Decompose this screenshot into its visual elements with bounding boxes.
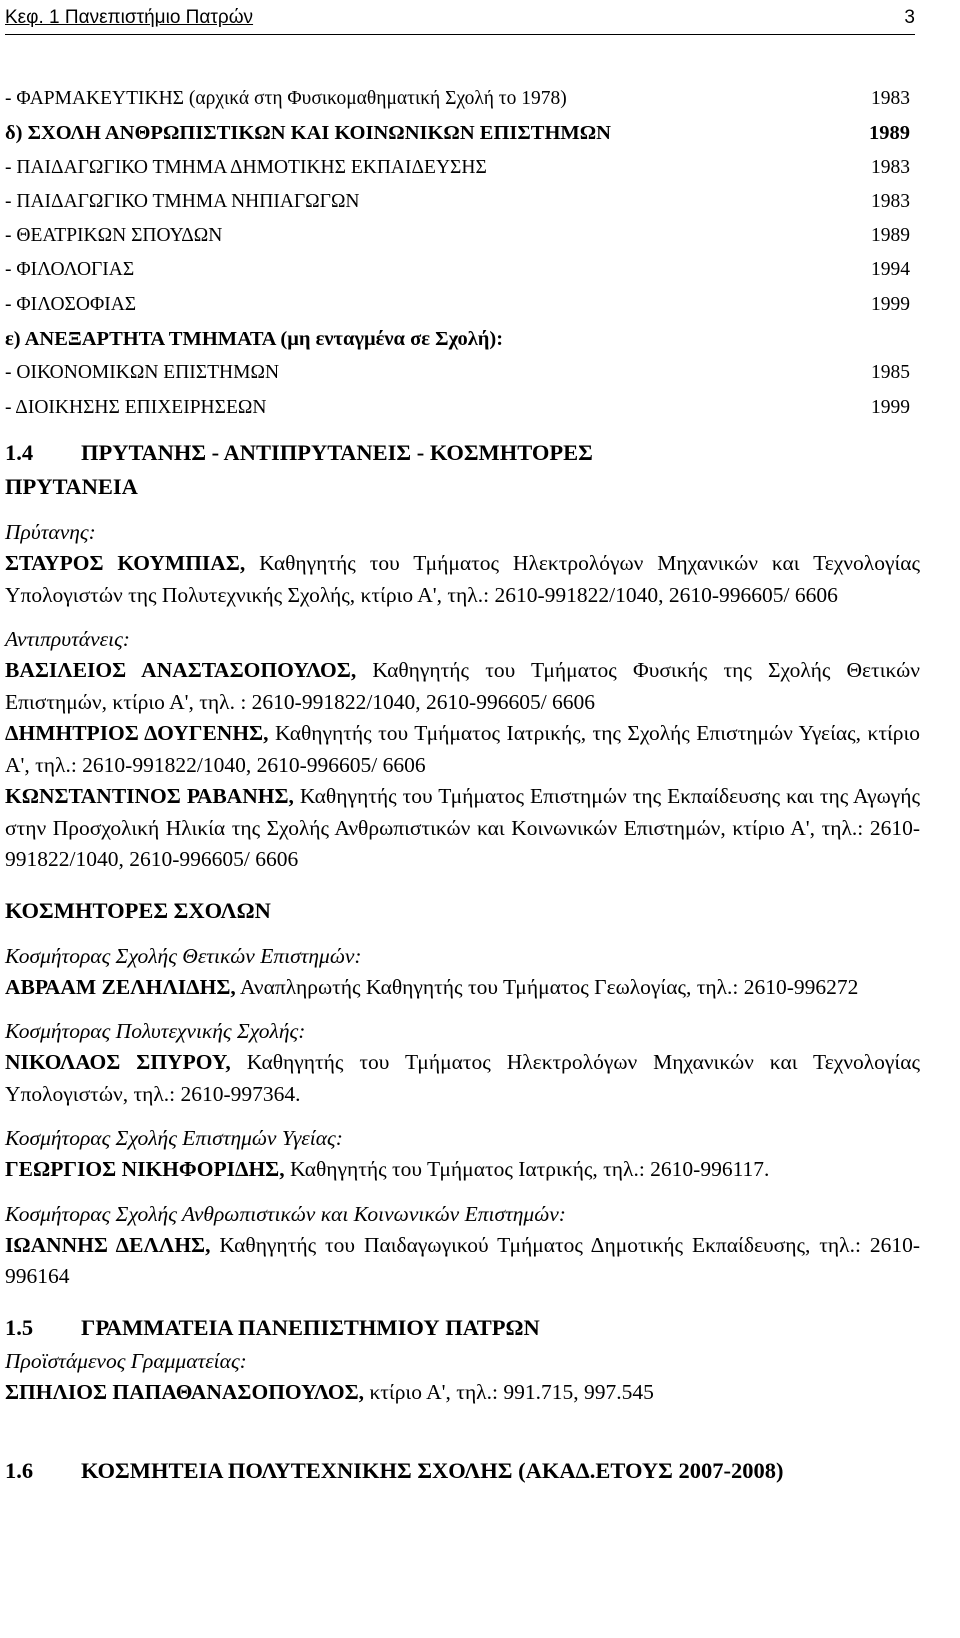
list-year: 1989 xyxy=(871,225,910,247)
dean-role: Κοσμήτορας Σχολής Ανθρωπιστικών και Κοινωνικών Επιστημών: xyxy=(5,1201,566,1226)
header-chapter-title: Κεφ. 1 Πανεπιστήμιο Πατρών xyxy=(5,7,254,28)
vice-rector-name: ΒΑΣΙΛΕΙΟΣ ΑΝΑΣΤΑΣΟΠΟΥΛΟΣ, xyxy=(5,658,357,682)
running-header xyxy=(5,4,915,35)
dean-name: ΓΕΩΡΓΙΟΣ ΝΙΚΗΦΟΡΙΔΗΣ, xyxy=(5,1157,285,1181)
dean-role: Κοσμήτορας Σχολής Θετικών Επιστημών: xyxy=(5,943,362,968)
section-number: 1.4 xyxy=(5,440,34,465)
list-year: 1999 xyxy=(871,293,910,315)
list-row xyxy=(5,253,910,287)
subheading-rectorate: ΠΡΥΤΑΝΕΙΑ xyxy=(5,474,138,499)
list-label: - ΘΕΑΤΡΙΚΩΝ ΣΠΟΥΔΩΝ xyxy=(5,225,223,247)
vice-rector-details: Καθηγητής του Τμήματος Επιστημών της Εκπαίδευσης και της Αγωγής στην Προσχολική Ηλικία της Σχολής Ανθρωπιστικών και Κοινωνικών Επιστημών, κτίριο Α', τηλ.: 2610-991822/1040, 2610-996605/ 6606 xyxy=(5,784,920,871)
list-row xyxy=(5,391,910,425)
rector-details: Καθηγητής του Τμήματος Ηλεκτρολόγων Μηχανικών και Τεχνολογίας Υπολογιστών της Πολυτεχνικής Σχολής, κτίριο Α', τηλ.: 2610-991822/1040, 2610-996605/ 6606 xyxy=(5,551,921,607)
secretariat-role: Προϊστάμενος Γραμματείας: xyxy=(5,1348,247,1373)
section-title: ΓΡΑΜΜΑΤΕΙΑ ΠΑΝΕΠΙΣΤΗΜΙΟΥ ΠΑΤΡΩΝ xyxy=(81,1314,540,1340)
list-label: - ΟΙΚΟΝΟΜΙΚΩΝ ΕΠΙΣΤΗΜΩΝ xyxy=(5,362,280,384)
list-year: 1989 xyxy=(869,122,910,145)
dean-entry xyxy=(5,1047,920,1110)
list-label: - ΦΙΛΟΣΟΦΙΑΣ xyxy=(5,293,137,315)
vice-rector-name: ΔΗΜΗΤΡΙΟΣ ΔΟΥΓΕΝΗΣ, xyxy=(5,721,269,745)
vice-rector-entry xyxy=(5,718,920,781)
list-label: - ΠΑΙΔΑΓΩΓΙΚΟ ΤΜΗΜΑ ΝΗΠΙΑΓΩΓΩΝ xyxy=(5,190,360,212)
list-row xyxy=(5,185,910,219)
dean-role: Κοσμήτορας Σχολής Επιστημών Υγείας: xyxy=(5,1126,343,1150)
secretariat-details: κτίριο Α', τηλ.: 991.715, 997.545 xyxy=(364,1379,654,1404)
list-label: - ΠΑΙΔΑΓΩΓΙΚΟ ΤΜΗΜΑ ΔΗΜΟΤΙΚΗΣ ΕΚΠΑΙΔΕΥΣΗΣ xyxy=(5,156,487,178)
document-body xyxy=(5,436,920,1488)
secretariat-entry xyxy=(5,1377,920,1409)
vice-rector-details: Καθηγητής του Τμήματος Φυσικής της Σχολής Θετικών Επιστημών, κτίριο Α', τηλ. : 2610-991822/1040, 2610-996605/ 6606 xyxy=(5,658,920,714)
list-label: δ) ΣΧΟΛΗ ΑΝΘΡΩΠΙΣΤΙΚΩΝ ΚΑΙ ΚΟΙΝΩΝΙΚΩΝ ΕΠΙΣΤΗΜΩΝ xyxy=(5,122,611,145)
section-number: 1.6 xyxy=(5,1458,34,1483)
list-label: - ΔΙΟΙΚΗΣΗΣ ΕΠΙΧΕΙΡΗΣΕΩΝ xyxy=(5,396,267,418)
department-list xyxy=(5,82,910,425)
list-year: 1983 xyxy=(871,156,910,178)
list-row xyxy=(5,288,910,322)
dean-details: Καθηγητής του Παιδαγωγικού Τμήματος Δημοτικής Εκπαίδευσης, τηλ.: 2610-996164 xyxy=(5,1232,920,1288)
rector-name: ΣΤΑΥΡΟΣ ΚΟΥΜΠΙΑΣ, xyxy=(5,551,246,575)
list-label: - ΦΙΛΟΛΟΓΙΑΣ xyxy=(5,259,135,281)
list-year: 1983 xyxy=(871,190,910,212)
vice-rector-name: ΚΩΝΣΤΑΝΤΙΝΟΣ ΡΑΒΑΝΗΣ, xyxy=(5,784,294,808)
dean-details: Καθηγητής του Τμήματος Ιατρικής, τηλ.: 2610-996117. xyxy=(284,1157,770,1181)
dean-details: Καθηγητής του Τμήματος Ηλεκτρολόγων Μηχανικών και Τεχνολογίας Υπολογιστών, τηλ.: 2610-997364. xyxy=(5,1050,920,1106)
dean-role: Κοσμήτορας Πολυτεχνικής Σχολής: xyxy=(5,1019,306,1043)
subheading-deans: ΚΟΣΜΗΤΟΡΕΣ ΣΧΟΛΩΝ xyxy=(5,897,271,923)
section-number: 1.5 xyxy=(5,1314,34,1340)
dean-name: ΑΒΡΑΑΜ ΖΕΛΗΛΙΔΗΣ, xyxy=(5,974,236,999)
list-year: 1999 xyxy=(871,396,910,418)
list-heading-row xyxy=(5,116,910,150)
vice-rectors-role: Αντιπρυτάνεις: xyxy=(5,627,130,651)
rector-role: Πρύτανης: xyxy=(5,520,96,544)
section-heading-1-6 xyxy=(5,1454,920,1488)
section-heading-1-5 xyxy=(5,1311,920,1345)
list-year: 1983 xyxy=(871,88,910,109)
section-title: ΚΟΣΜΗΤΕΙΑ ΠΟΛΥΤΕΧΝΙΚΗΣ ΣΧΟΛΗΣ (ΑΚΑΔ.ΕΤΟΥΣ 2007-2008) xyxy=(81,1458,784,1483)
list-row xyxy=(5,219,910,253)
vice-rector-entry xyxy=(5,781,920,876)
list-year: 1985 xyxy=(871,362,910,384)
rector-entry xyxy=(5,548,920,611)
list-year: 1994 xyxy=(871,259,910,281)
vice-rector-details: Καθηγητής του Τμήματος Ιατρικής, της Σχολής Επιστημών Υγείας, κτίριο Α', τηλ.: 2610-991822/1040, 2610-996605/ 6606 xyxy=(5,721,921,777)
section-heading-1-4 xyxy=(5,436,920,470)
section-title: ΠΡΥΤΑΝΗΣ - ΑΝΤΙΠΡΥΤΑΝΕΙΣ - ΚΟΣΜΗΤΟΡΕΣ xyxy=(81,440,593,465)
list-row xyxy=(5,151,910,185)
list-label: - ΦΑΡΜΑΚΕΥΤΙΚΗΣ (αρχικά στη Φυσικομαθηματική Σχολή το 1978) xyxy=(5,88,567,109)
dean-entry xyxy=(5,972,920,1004)
list-row xyxy=(5,356,910,390)
list-row xyxy=(5,82,910,116)
list-heading-row xyxy=(5,322,910,356)
secretariat-name: ΣΠΗΛΙΟΣ ΠΑΠΑΘΑΝΑΣΟΠΟΥΛΟΣ, xyxy=(5,1379,365,1404)
dean-name: ΝΙΚΟΛΑΟΣ ΣΠΥΡΟΥ, xyxy=(5,1050,231,1074)
vice-rector-entry xyxy=(5,655,920,718)
dean-details: Αναπληρωτής Καθηγητής του Τμήματος Γεωλογίας, τηλ.: 2610-996272 xyxy=(235,974,859,999)
dean-name: ΙΩΑΝΝΗΣ ΔΕΛΛΗΣ, xyxy=(5,1232,211,1257)
list-label: ε) ΑΝΕΞΑΡΤΗΤΑ ΤΜΗΜΑΤΑ (μη ενταγμένα σε Σχολή): xyxy=(5,328,504,351)
dean-entry xyxy=(5,1154,920,1186)
header-page-number: 3 xyxy=(904,7,915,28)
dean-entry xyxy=(5,1230,920,1293)
